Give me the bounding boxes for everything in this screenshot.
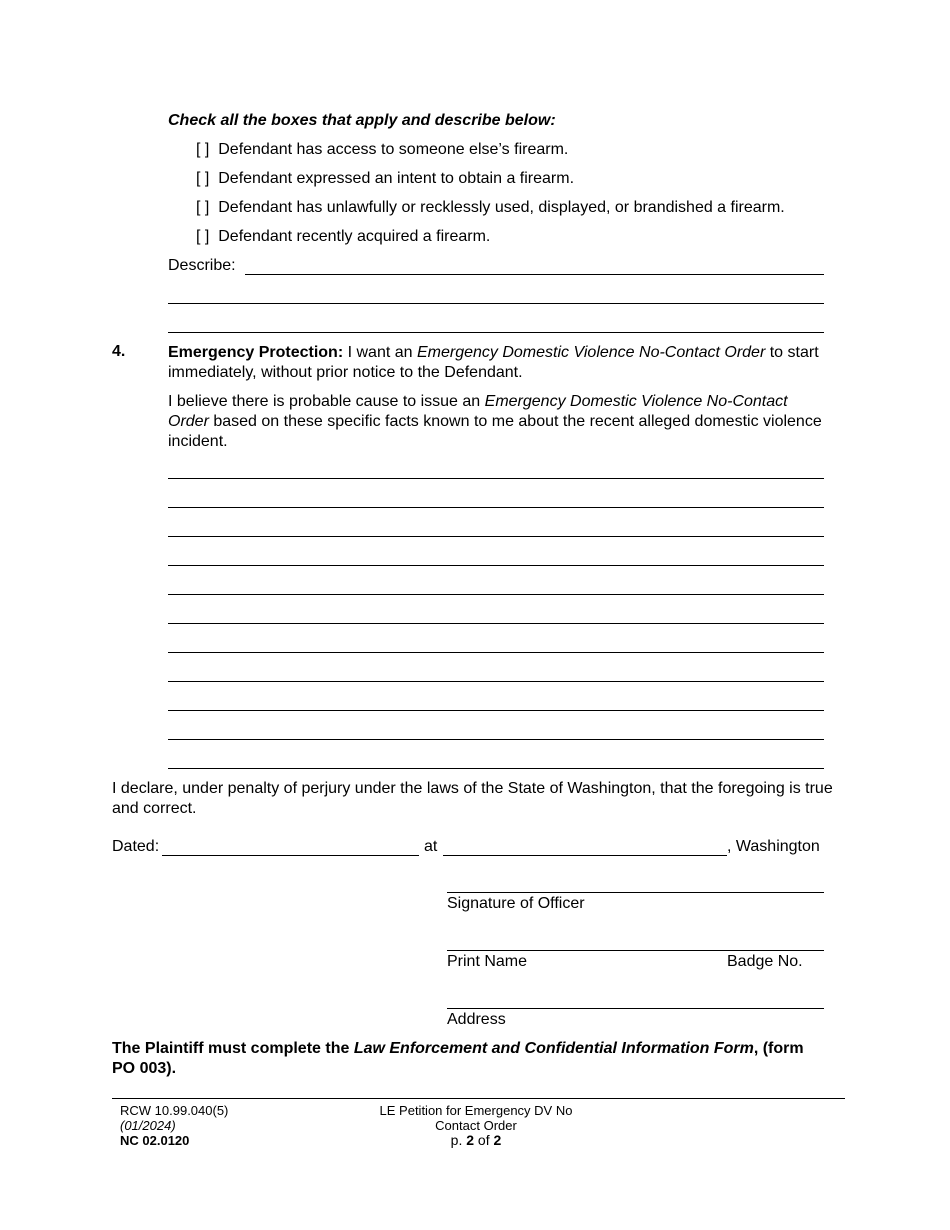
footer-page-number [356, 1133, 596, 1148]
checkbox-option-access[interactable] [196, 141, 568, 159]
section-title: Emergency Protection: [168, 344, 344, 361]
belief-text-1: I believe there is probable cause to issue an [168, 393, 485, 410]
order-name: Emergency Domestic Violence No-Contact Order [416, 344, 766, 361]
address-label: Address [447, 1011, 506, 1028]
at-label: at [424, 838, 438, 855]
intro-text-1: I want an [343, 344, 417, 361]
page-current: 2 [466, 1132, 475, 1148]
facts-line-2[interactable] [168, 507, 824, 508]
checkbox-label: Defendant expressed an intent to obtain a firearm. [218, 170, 575, 187]
plaintiff-notice [112, 1039, 812, 1079]
washington-label: , Washington [727, 838, 820, 855]
print-name-label: Print Name [447, 953, 528, 970]
describe-line-1[interactable] [245, 274, 824, 275]
page-of: of [474, 1132, 494, 1148]
facts-line-10[interactable] [168, 739, 824, 740]
footer-date: (01/2024) [120, 1118, 176, 1133]
probable-cause-paragraph [168, 392, 828, 452]
order-name: Emergency Domestic Violence No-Contact Order [168, 393, 788, 430]
dated-line[interactable] [162, 855, 419, 856]
footer-divider [112, 1098, 845, 1099]
checkbox-label: Defendant has unlawfully or recklessly used, displayed, or brandished a firearm. [218, 199, 785, 216]
facts-line-8[interactable] [168, 681, 824, 682]
describe-label: Describe: [168, 257, 236, 274]
notice-form-name: Law Enforcement and Confidential Information Form [353, 1040, 754, 1057]
print-name-line[interactable] [447, 950, 824, 951]
checkbox-mark: [ ] [196, 141, 210, 158]
checkbox-mark: [ ] [196, 228, 210, 245]
checkbox-label: Defendant recently acquired a firearm. [218, 228, 491, 245]
checkbox-option-used[interactable] [196, 199, 785, 217]
facts-line-6[interactable] [168, 623, 824, 624]
firearm-checklist-heading: Check all the boxes that apply and describe below: [168, 112, 556, 129]
describe-line-3[interactable] [168, 332, 824, 333]
badge-label: Badge No. [727, 953, 803, 970]
facts-line-1[interactable] [168, 478, 824, 479]
facts-line-11[interactable] [168, 768, 824, 769]
footer-title-line2: Contact Order [435, 1118, 517, 1133]
facts-line-7[interactable] [168, 652, 824, 653]
checkbox-label: Defendant has access to someone else’s firearm. [218, 141, 569, 158]
dated-label: Dated: [112, 838, 160, 855]
signature-label: Signature of Officer [447, 895, 585, 912]
declaration-text: I declare, under penalty of perjury under the laws of the State of Washington, that the foregoing is true and correct. [112, 780, 833, 817]
belief-text-2: based on these specific facts known to me about the recent alleged domestic violence incident. [168, 413, 822, 450]
checkbox-option-acquired[interactable] [196, 228, 490, 246]
footer-rcw: RCW 10.99.040(5) [120, 1103, 229, 1118]
facts-line-3[interactable] [168, 536, 824, 537]
signature-line[interactable] [447, 892, 824, 893]
checkbox-mark: [ ] [196, 199, 210, 216]
facts-line-5[interactable] [168, 594, 824, 595]
checkbox-mark: [ ] [196, 170, 210, 187]
emergency-protection-paragraph [168, 343, 833, 383]
notice-text-2: , (form PO 003). [112, 1040, 804, 1077]
footer-left [120, 1103, 228, 1148]
page-prefix: p. [450, 1132, 467, 1148]
footer-form-number: NC 02.0120 [120, 1133, 190, 1148]
facts-line-4[interactable] [168, 565, 824, 566]
describe-line-2[interactable] [168, 303, 824, 304]
section-number: 4. [112, 343, 126, 360]
checkbox-option-intent[interactable] [196, 170, 574, 188]
footer-center [356, 1103, 596, 1148]
footer-title-line1: LE Petition for Emergency DV No [379, 1103, 573, 1118]
address-line[interactable] [447, 1008, 824, 1009]
location-line[interactable] [443, 855, 727, 856]
notice-text-1: The Plaintiff must complete the [112, 1040, 354, 1057]
page-total: 2 [493, 1132, 502, 1148]
intro-text-2: to start immediately, without prior notice to the Defendant. [168, 344, 819, 381]
facts-line-9[interactable] [168, 710, 824, 711]
